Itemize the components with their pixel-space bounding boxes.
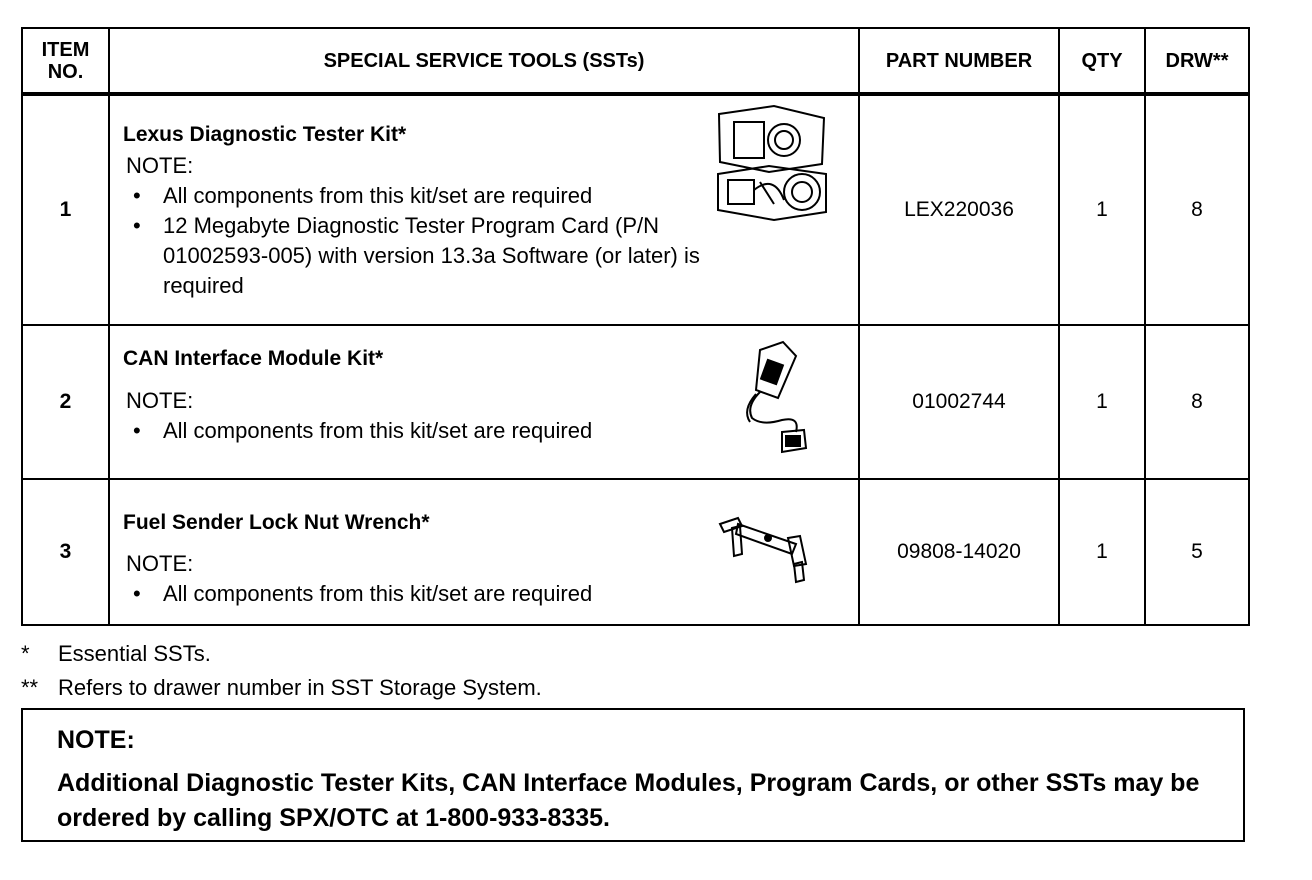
note-bullets bbox=[123, 181, 708, 301]
note-bullets bbox=[123, 416, 708, 446]
tool-name: CAN Interface Module Kit* bbox=[123, 347, 384, 370]
header-qty: QTY bbox=[1059, 28, 1145, 94]
part-number: 09808-14020 bbox=[859, 479, 1059, 625]
item-number: 3 bbox=[22, 479, 109, 625]
qty: 1 bbox=[1059, 479, 1145, 625]
list-item: • All components from this kit/set are required bbox=[133, 418, 593, 443]
note-label: NOTE: bbox=[126, 551, 194, 576]
note-label: NOTE: bbox=[126, 153, 194, 178]
tool-name: Fuel Sender Lock Nut Wrench* bbox=[123, 511, 430, 534]
can-interface-module-icon bbox=[738, 340, 818, 470]
table-row bbox=[22, 479, 1249, 625]
qty: 1 bbox=[1059, 325, 1145, 479]
tool-name: Lexus Diagnostic Tester Kit* bbox=[123, 123, 407, 146]
header-drw: DRW** bbox=[1145, 28, 1249, 94]
header-part-number: PART NUMBER bbox=[859, 28, 1059, 94]
qty: 1 bbox=[1059, 94, 1145, 325]
table-row bbox=[22, 94, 1249, 325]
footnotes bbox=[21, 637, 542, 705]
list-item: • 12 Megabyte Diagnostic Tester Program Card (P/N 01002593-005) with version 13.3a Software (or later) is required bbox=[133, 213, 700, 298]
drw: 5 bbox=[1145, 479, 1249, 625]
header-special-service-tools: SPECIAL SERVICE TOOLS (SSTs) bbox=[109, 28, 859, 94]
sst-table bbox=[21, 27, 1250, 626]
part-number: 01002744 bbox=[859, 325, 1059, 479]
note-box-text: Additional Diagnostic Tester Kits, CAN Interface Modules, Program Cards, or other SSTs may be ordered by calling SPX/OTC at 1-800-933-8335. bbox=[57, 769, 1200, 832]
part-number: LEX220036 bbox=[859, 94, 1059, 325]
footnote-drawer: ** Refers to drawer number in SST Storage System. bbox=[21, 675, 542, 700]
item-number: 1 bbox=[22, 94, 109, 325]
header-item-no: ITEM NO. bbox=[22, 28, 109, 94]
table-header-row bbox=[22, 28, 1249, 94]
item-number: 2 bbox=[22, 325, 109, 479]
list-item: • All components from this kit/set are required bbox=[133, 581, 593, 606]
drw: 8 bbox=[1145, 325, 1249, 479]
lock-nut-wrench-icon bbox=[718, 514, 810, 586]
table-row bbox=[22, 325, 1249, 479]
note-box bbox=[21, 708, 1245, 842]
note-bullets bbox=[123, 579, 708, 609]
note-label: NOTE: bbox=[126, 388, 194, 413]
diagnostic-tester-kit-case-icon bbox=[714, 104, 829, 222]
tool-description bbox=[109, 479, 859, 625]
tool-description bbox=[109, 325, 859, 479]
drw: 8 bbox=[1145, 94, 1249, 325]
tool-description bbox=[109, 94, 859, 325]
note-box-title: NOTE: bbox=[57, 726, 135, 754]
footnote-essential: * Essential SSTs. bbox=[21, 641, 211, 666]
list-item: • All components from this kit/set are required bbox=[133, 183, 593, 208]
